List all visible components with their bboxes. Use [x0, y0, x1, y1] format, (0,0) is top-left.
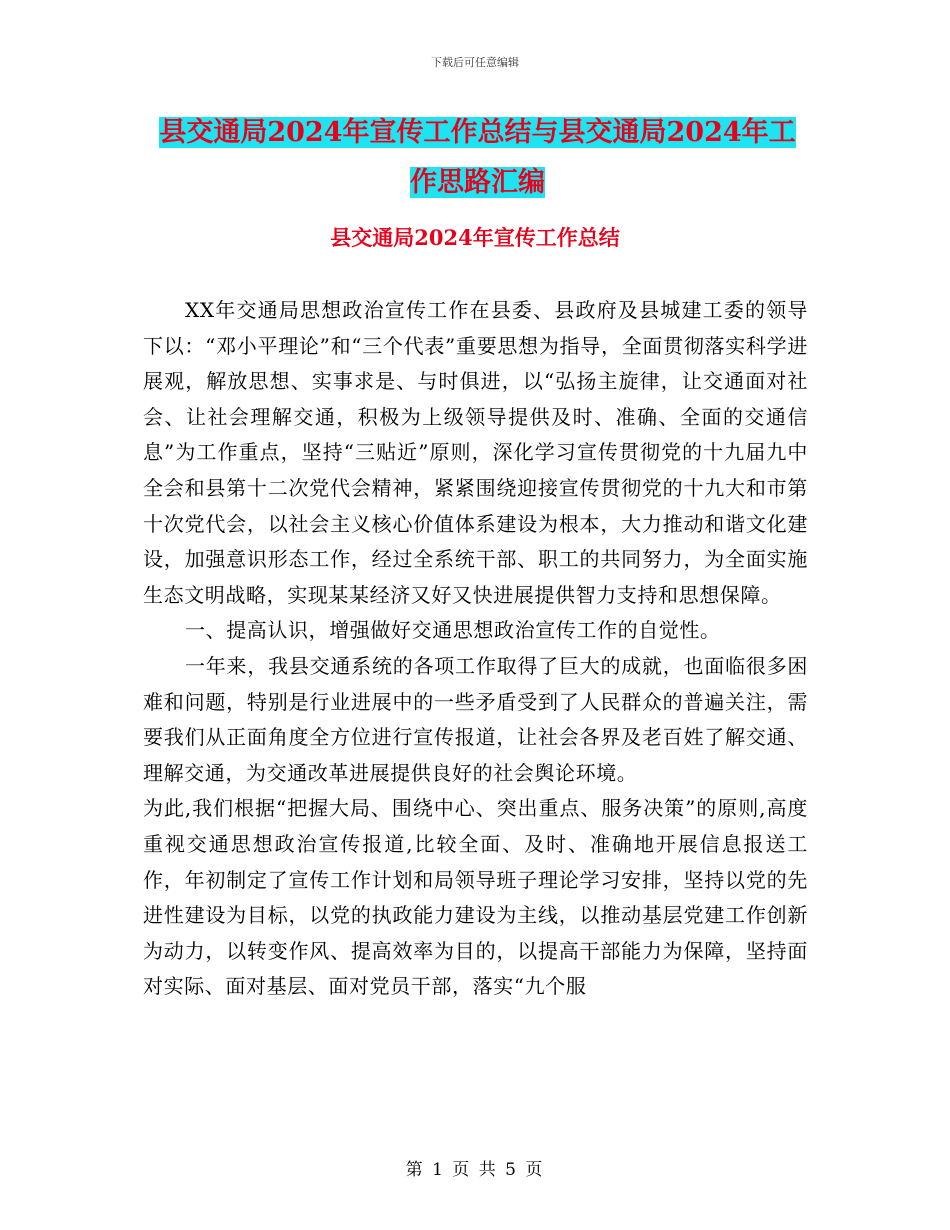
paragraph-measures: 为此,我们根据“把握大局、围绕中心、突出重点、服务决策”的原则,高度重视交通思想政治宣传报道,比较全面、及时、准确地开展信息报送工作，年初制定了宣传工作计划和局领导班子理论学习安排，坚持以党的先进性建设为目标，以党的执政能力建设为主线，以推动基层党建工作创新为动力，以转变作风、提高效率为目的，以提高干部能力为保障，坚持面对实际、面对基层、面对党员干部，落实“九个服 — [143, 796, 808, 999]
document-title-line-2: 作思路汇编 — [410, 167, 545, 198]
document-title-line-1: 县交通局2024年宣传工作总结与县交通局2024年工 — [159, 117, 796, 148]
document-title — [140, 108, 815, 208]
paragraph-heading-1: 一、提高认识，增强做好交通思想政治宣传工作的自觉性。 — [185, 618, 721, 643]
paragraph-intro: XX年交通局思想政治宣传工作在县委、县政府及县城建工委的领导下以：“邓小平理论”和“三个代表”重要思想为指导，全面贯彻落实科学进展观，解放思想、实事求是、与时俱进，以“弘扬主旋律，让交通面对社会、让社会理解交通，积极为上级领导提供及时、准确、全面的交通信息”为工作重点，坚持“三贴近”原则，深化学习宣传贯彻党的十九届九中全会和县第十二次党代会精神，紧紧围绕迎接宣传贯彻党的十九大和市第十次党代会，以社会主义核心价值体系建设为根本，大力推动和谐文化建设，加强意识形态工作，经过全系统干部、职工的共同努力，为全面实施生态文明战略，实现某某经济又好又快进展提供智力支持和思想保障。 — [143, 298, 808, 607]
section-title: 县交通局2024年宣传工作总结 — [330, 225, 620, 250]
header-note: 下载后可任意编辑 — [431, 56, 519, 69]
page-footer: 第 1 页 共 5 页 — [405, 1160, 545, 1180]
body-text — [143, 293, 808, 1005]
paragraph-achievements: 一年来，我县交通系统的各项工作取得了巨大的成就，也面临很多困难和问题，特别是行业进展中的一些矛盾受到了人民群众的普遍关注，需要我们从正面角度全方位进行宣传报道，让社会各界及老百姓了解交通、理解交通，为交通改革进展提供良好的社会舆论环境。 — [143, 653, 808, 785]
